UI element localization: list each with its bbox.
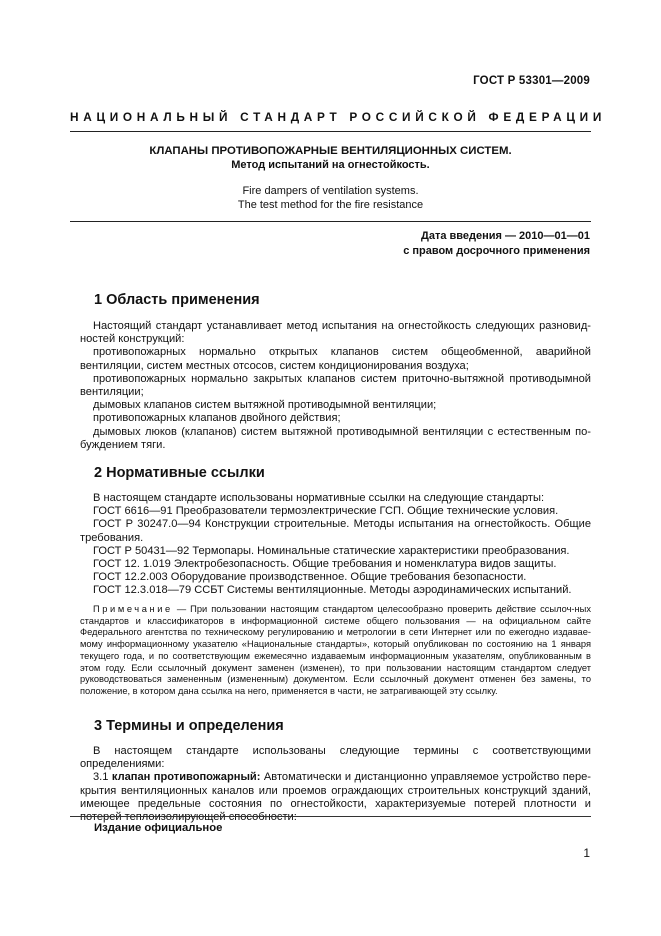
title-ru-sub: Метод испытаний на огнестойкость. xyxy=(231,159,430,171)
reference-item: ГОСТ 12.2.003 Оборудование производственное. Общие требования безопасности. xyxy=(93,571,527,584)
section1-body xyxy=(80,320,591,452)
effective-date-block xyxy=(403,229,590,258)
title-rule xyxy=(70,221,591,222)
section2-heading: 2 Нормативные ссылки xyxy=(94,465,265,481)
term-number: 3.1 xyxy=(93,771,109,784)
section1-paragraph: противопожарных нормально закрытых клапанов систем приточно-вытяжной противодымной вентиляции; xyxy=(80,372,591,399)
term-definition: Автоматически и дистанционно управляемое устройство пере-крытия вентиляционных каналов или проемов ограждающих строительных конструкций зданий, имеющее предельные состояния по огнестойкости, характеризуемые потерей плотности и потерей теплоизолирующей способности: xyxy=(80,771,591,824)
early-application: с правом досрочного применения xyxy=(403,244,590,257)
section2-body xyxy=(80,492,591,598)
note-text: — При пользовании настоящим стандартом целесообразно проверить действие ссылоч-ных стандартов и классификаторов в информационной системе общего пользования — на официальном сайте Федерального агентства по техническому регулированию и метрологии в сети Интернет или по ежегодно издавае-мому информационному указателю «Национальные стандарты», который опубликован по состоянию на 1 января текущего года, и по соответствующим ежемесячно издаваемым информационным указателям, опубликованным в этом году. Если ссылочный документ заменен (изменен), то при пользовании настоящим стандартом следует руководствоваться замененным (измененным) документом. Если ссылочный документ отменен без замены, то положение, в котором дана ссылка на него, применяется в части, не затрагивающей эту ссылку. xyxy=(80,604,591,696)
reference-item: ГОСТ 12. 1.019 Электробезопасность. Общие требования и номенклатура видов защиты. xyxy=(93,558,557,571)
section3-body xyxy=(80,745,591,824)
reference-item: ГОСТ 6616—91 Преобразователи термоэлектрические ГСП. Общие технические условия. xyxy=(93,505,559,518)
title-en-line2: The test method for the fire resistance xyxy=(237,199,424,211)
header-rule xyxy=(70,131,591,132)
reference-item: ГОСТ Р 30247.0—94 Конструкции строительные. Методы испытания на огнестойкость. Общие требования. xyxy=(80,518,591,544)
title-en-line1: Fire dampers of ventilation systems. xyxy=(242,185,419,197)
section2-note xyxy=(80,604,591,698)
reference-item: ГОСТ Р 50431—92 Термопары. Номинальные статические характеристики преобразования. xyxy=(93,544,570,557)
section2-paragraph: В настоящем стандарте использованы нормативные ссылки на следующие стандарты: xyxy=(93,492,545,504)
reference-item: ГОСТ 12.3.018—79 ССБТ Системы вентиляционные. Методы аэродинамических испытаний. xyxy=(93,584,572,597)
section1-paragraph: Настоящий стандарт устанавливает метод испытания на огнестойкость следующих разновид-ностей конструкций: xyxy=(80,320,591,346)
gost-number: ГОСТ Р 53301—2009 xyxy=(473,75,590,87)
section1-paragraph: дымовых клапанов систем вытяжной противодымной вентиляции; xyxy=(93,399,437,412)
term-name: клапан противопожарный: xyxy=(111,771,261,784)
section3-intro: В настоящем стандарте использованы следующие термины с соответствующими определениями: xyxy=(80,745,591,771)
edition-label: Издание официальное xyxy=(94,822,223,834)
footer-rule xyxy=(70,816,591,817)
title-ru-main: КЛАПАНЫ ПРОТИВОПОЖАРНЫЕ ВЕНТИЛЯЦИОННЫХ СИСТЕМ. xyxy=(149,145,512,157)
note-label: Примечание xyxy=(93,604,173,614)
section1-paragraph: противопожарных нормально открытых клапанов систем общеобменной, аварийной вентиляции, систем местных отсосов, систем кондиционирования воздуха; xyxy=(80,346,591,372)
section1-paragraph: противопожарных клапанов двойного действия; xyxy=(93,412,341,425)
section1-paragraph: дымовых люков (клапанов) систем вытяжной противодымной вентиляции с естественным по-буждением тяги. xyxy=(80,425,591,451)
national-standard-title: НАЦИОНАЛЬНЫЙ СТАНДАРТ РОССИЙСКОЙ ФЕДЕРАЦИИ xyxy=(70,110,606,124)
section1-heading: 1 Область применения xyxy=(94,292,260,308)
page-number: 1 xyxy=(583,846,590,860)
effective-date: Дата введения — 2010—01—01 xyxy=(421,230,590,242)
section3-heading: 3 Термины и определения xyxy=(94,718,284,734)
